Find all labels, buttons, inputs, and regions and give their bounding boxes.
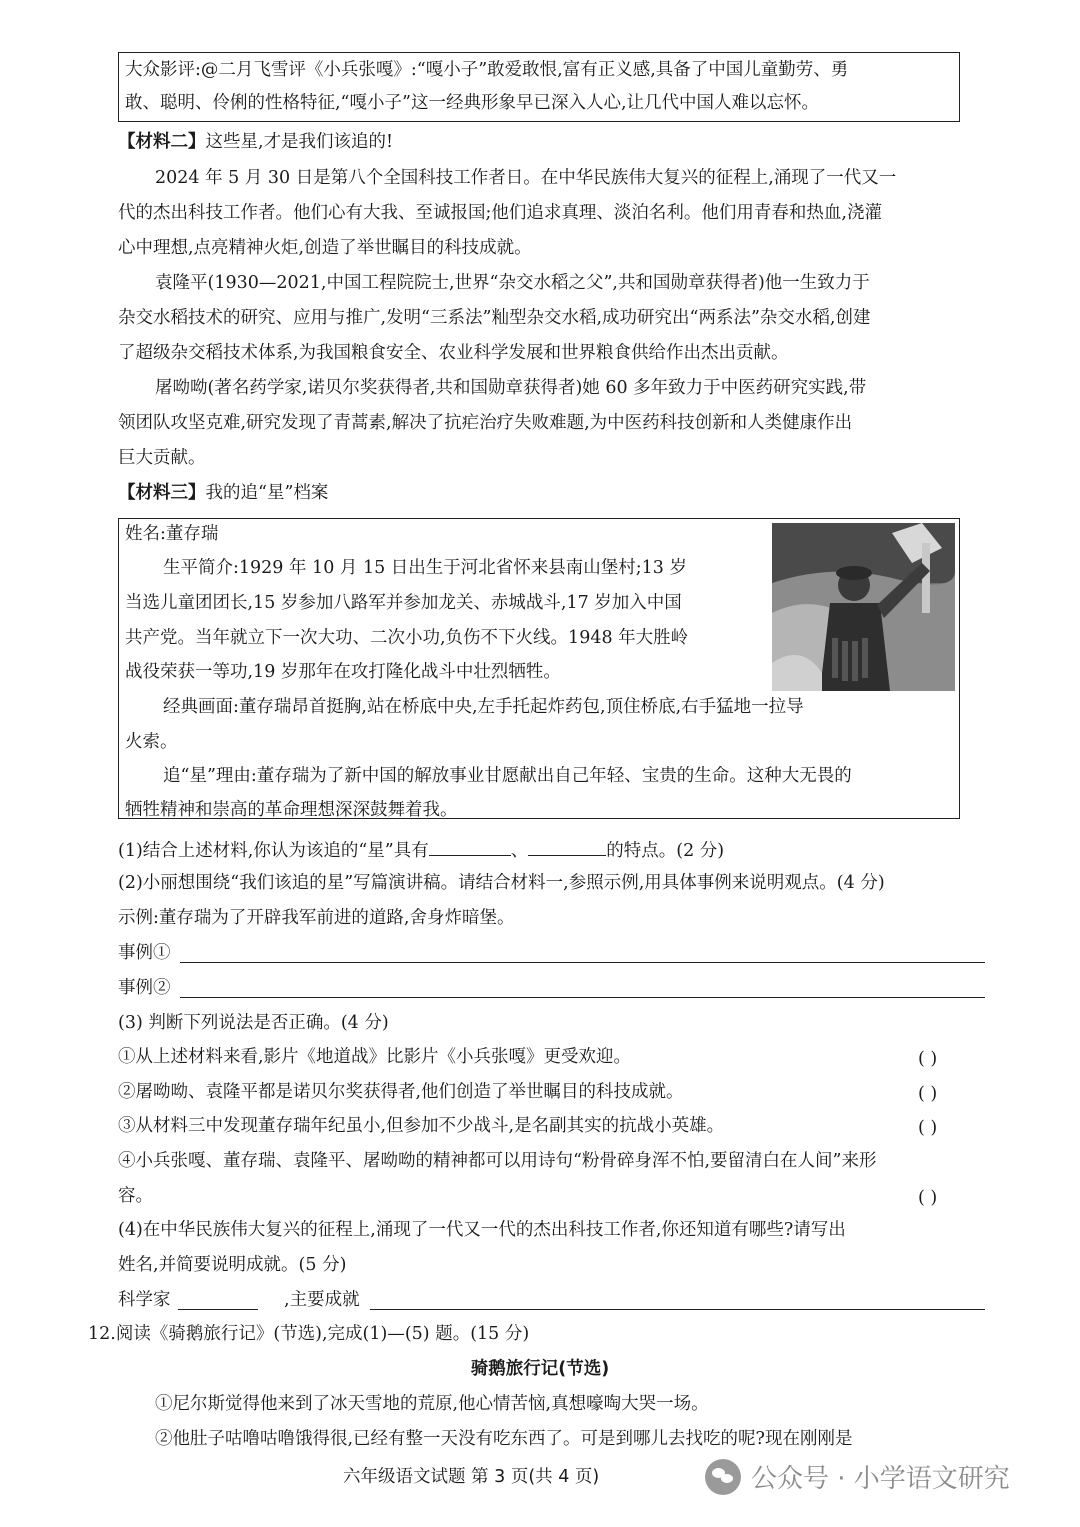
question-1	[118, 840, 724, 861]
judge-2: ②屠呦呦、袁隆平都是诺贝尔奖获得者,他们创造了举世瞩目的科技成就。	[118, 1082, 684, 1102]
dong-cunrui-illustration	[772, 523, 955, 691]
scene-line: 火索。	[125, 732, 178, 752]
question-4-cont: 姓名,并简要说明成就。(5 分)	[118, 1255, 347, 1275]
case-1-label: 事例①	[118, 943, 171, 963]
judge-3: ③从材料三中发现董存瑞年纪虽小,但参加不少战斗,是名副其实的抗战小英雄。	[118, 1116, 725, 1136]
review-line: 大众影评:@二月飞雪评《小兵张嘎》:“嘎小子”敢爱敢恨,富有正义感,具备了中国儿童勤劳、勇	[125, 60, 849, 80]
page-footer: 六年级语文试题 第 3 页(共 4 页)	[343, 1467, 600, 1487]
paragraph-line: 代的杰出科技工作者。他们心有大我、至诚报国;他们追求真理、淡泊名利。他们用青春和热血,浇灌	[118, 203, 882, 223]
bio-line: 生平简介:1929 年 10 月 15 日出生于河北省怀来县南山堡村;13 岁	[163, 558, 688, 578]
archive-name: 姓名:董存瑞	[125, 524, 219, 544]
passage-title: 骑鹅旅行记(节选)	[470, 1359, 610, 1379]
judge-1: ①从上述材料来看,影片《地道战》比影片《小兵张嘎》更受欢迎。	[118, 1047, 632, 1067]
bio-line: 战役荣获一等功,19 岁那年在攻打隆化战斗中壮烈牺牲。	[125, 662, 561, 682]
paragraph-line: 了超级杂交稻技术体系,为我国粮食安全、农业科学发展和世界粮食供给作出杰出贡献。	[118, 343, 789, 363]
material3-title: 我的追“星”档案	[205, 483, 329, 503]
paragraph-line: 杂交水稻技术的研究、应用与推广,发明“三系法”籼型杂交水稻,成功研究出“两系法”杂交水稻,创建	[118, 308, 871, 328]
review-line: 敢、聪明、伶俐的性格特征,“嘎小子”这一经典形象早已深入人心,让几代中国人难以忘怀。	[125, 93, 820, 113]
q1-blank-2[interactable]	[528, 840, 606, 856]
example-line: 示例:董存瑞为了开辟我军前进的道路,舍身炸暗堡。	[118, 908, 515, 928]
judge-4: ④小兵张嘎、董存瑞、袁隆平、屠呦呦的精神都可以用诗句“粉骨碎身浑不怕,要留清白在人间”来形	[118, 1151, 877, 1171]
material3-heading	[118, 485, 328, 503]
achievement-answer-line[interactable]	[370, 1309, 985, 1310]
q1-sep: 、	[510, 841, 529, 861]
scene-line: 经典画面:董存瑞昂首挺胸,站在桥底中央,左手托起炸药包,顶住桥底,右手猛地一拉导	[163, 697, 804, 717]
wechat-icon	[705, 1459, 741, 1495]
bio-line: 共产党。当年就立下一次大功、二次小功,负伤不下火线。1948 年大胜岭	[125, 628, 689, 648]
material3-tag: 【材料三】	[118, 483, 206, 503]
paragraph-line: 心中理想,点亮精神火炬,创造了举世瞩目的科技成就。	[118, 238, 532, 258]
case-2-answer-line[interactable]	[180, 997, 985, 998]
scientist-label: 科学家	[118, 1290, 171, 1310]
passage-line: ②他肚子咕噜咕噜饿得很,已经有整一天没有吃东西了。可是到哪儿去找吃的呢?现在刚刚是	[155, 1429, 853, 1449]
material2-tag: 【材料二】	[118, 132, 206, 152]
paragraph-line: 2024 年 5 月 30 日是第八个全国科技工作者日。在中华民族伟大复兴的征程上,涌现了一代又一	[155, 168, 897, 188]
judge-3-answer[interactable]: ( )	[918, 1118, 938, 1138]
passage-line: ①尼尔斯觉得他来到了冰天雪地的荒原,他心情苦恼,真想嚎啕大哭一场。	[155, 1394, 709, 1414]
case-2-label: 事例②	[118, 978, 171, 998]
question-4: (4)在中华民族伟大复兴的征程上,涌现了一代又一代的杰出科技工作者,你还知道有哪些?请写出	[118, 1220, 846, 1240]
scientist-answer-line[interactable]	[178, 1309, 258, 1310]
question-2: (2)小丽想围绕“我们该追的星”写篇演讲稿。请结合材料一,参照示例,用具体事例来说明观点。(4 分)	[118, 873, 885, 893]
q1-tail: 的特点。(2 分)	[606, 841, 725, 861]
judge-4-cont: 容。	[118, 1186, 153, 1206]
judge-2-answer[interactable]: ( )	[918, 1084, 938, 1104]
watermark-text: 公众号 · 小学语文研究	[751, 1464, 1010, 1494]
reason-line: 牺牲精神和崇高的革命理想深深鼓舞着我。	[125, 800, 458, 820]
reason-line: 追“星”理由:董存瑞为了新中国的解放事业甘愿献出自己年轻、宝贵的生命。这种大无畏的	[163, 766, 852, 786]
watermark	[705, 1458, 1010, 1495]
paragraph-line: 屠呦呦(著名药学家,诺贝尔奖获得者,共和国勋章获得者)她 60 多年致力于中医药研究实践,带	[155, 378, 867, 398]
paragraph-line: 巨大贡献。	[118, 448, 206, 468]
judge-4-answer[interactable]: ( )	[918, 1188, 938, 1208]
case-1-answer-line[interactable]	[180, 962, 985, 963]
material2-heading	[118, 134, 393, 152]
paragraph-line: 领团队攻坚克难,研究发现了青蒿素,解决了抗疟治疗失败难题,为中医药科技创新和人类健康作出	[118, 413, 853, 433]
q1-text: (1)结合上述材料,你认为该追的“星”具有	[118, 841, 429, 861]
judge-1-answer[interactable]: ( )	[918, 1049, 938, 1069]
bio-line: 当选儿童团团长,15 岁参加八路军并参加龙关、赤城战斗,17 岁加入中国	[125, 593, 682, 613]
material2-title: 这些星,才是我们该追的!	[205, 132, 394, 152]
question-3: (3) 判断下列说法是否正确。(4 分)	[118, 1013, 389, 1033]
q1-blank-1[interactable]	[429, 840, 511, 856]
question-12: 12.阅读《骑鹅旅行记》(节选),完成(1)—(5) 题。(15 分)	[88, 1324, 530, 1344]
achievement-label: ,主要成就	[284, 1290, 360, 1310]
paragraph-line: 袁隆平(1930—2021,中国工程院院士,世界“杂交水稻之父”,共和国勋章获得者)他一生致力于	[155, 273, 870, 293]
